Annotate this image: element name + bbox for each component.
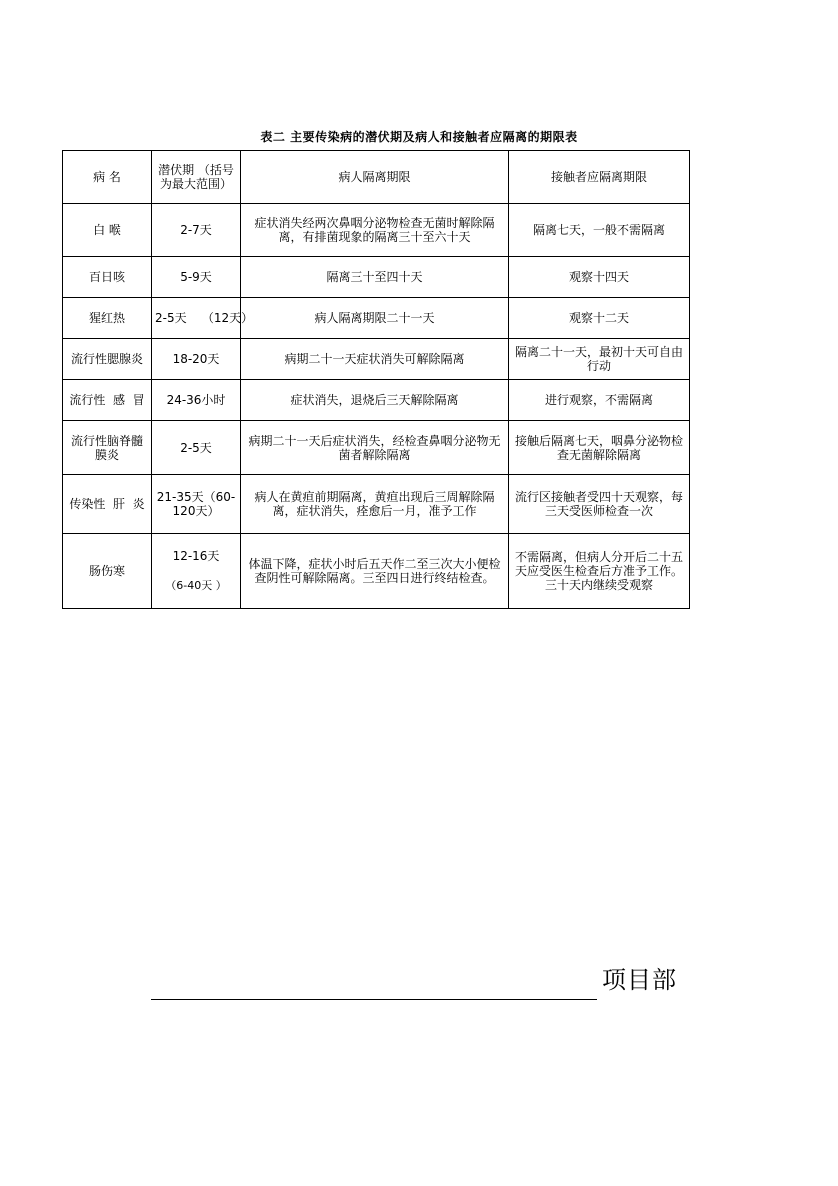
contact-isolation: 隔离七天，一般不需隔离 — [509, 204, 690, 257]
table-title: 表二 主要传染病的潜伏期及病人和接触者应隔离的期限表 — [260, 130, 578, 144]
contact-isolation: 观察十四天 — [509, 257, 690, 298]
header-patient: 病人隔离期限 — [241, 151, 509, 204]
table-row — [63, 534, 690, 609]
patient-isolation: 病人隔离期限二十一天 — [241, 298, 509, 339]
incubation-period: 21-35天（60-120天） — [152, 475, 241, 534]
incubation-period: 24-36小时 — [152, 380, 241, 421]
patient-isolation: 病期二十一天后症状消失，经检查鼻咽分泌物无菌者解除隔离 — [241, 421, 509, 475]
incubation-period-cell — [152, 534, 241, 609]
disease-name: 流行性 感 冒 — [63, 380, 152, 421]
incubation-period: 2-5天 （12天） — [152, 298, 241, 339]
disease-name: 流行性脑脊髓膜炎 — [63, 421, 152, 475]
incubation-period: 12-16天 — [172, 549, 220, 563]
header-contact: 接触者应隔离期限 — [509, 151, 690, 204]
disease-name: 流行性腮腺炎 — [63, 339, 152, 380]
contact-isolation: 隔离二十一天，最初十天可自由行动 — [509, 339, 690, 380]
table-row — [63, 204, 690, 257]
table-row — [63, 298, 690, 339]
header-period: 潜伏期 （括号为最大范围） — [152, 151, 241, 204]
contact-isolation: 不需隔离，但病人分开后二十五天应受医生检查后方准予工作。三十天内继续受观察 — [509, 534, 690, 609]
disease-name: 肠伤寒 — [63, 534, 152, 609]
disease-name: 猩红热 — [63, 298, 152, 339]
incubation-period: 2-7天 — [152, 204, 241, 257]
incubation-period: 18-20天 — [152, 339, 241, 380]
header-name: 病 名 — [63, 151, 152, 204]
quarantine-table — [62, 150, 690, 609]
disease-name: 白 喉 — [63, 204, 152, 257]
signature-line — [151, 999, 597, 1000]
table-row — [63, 257, 690, 298]
contact-isolation: 进行观察，不需隔离 — [509, 380, 690, 421]
patient-isolation: 症状消失经两次鼻咽分泌物检查无菌时解除隔离，有排菌现象的隔离三十至六十天 — [241, 204, 509, 257]
patient-isolation: 隔离三十至四十天 — [241, 257, 509, 298]
incubation-period-max: （6-40天 ） — [165, 579, 227, 592]
disease-name: 百日咳 — [63, 257, 152, 298]
incubation-period: 5-9天 — [152, 257, 241, 298]
project-department-label: 项目部 — [602, 966, 677, 994]
disease-name: 传染性 肝 炎 — [63, 475, 152, 534]
incubation-period: 2-5天 — [152, 421, 241, 475]
table-row — [63, 380, 690, 421]
patient-isolation: 病人在黄疸前期隔离，黄疸出现后三周解除隔离，症状消失，痊愈后一月，准予工作 — [241, 475, 509, 534]
table-row — [63, 339, 690, 380]
patient-isolation: 体温下降，症状小时后五天作二至三次大小便检查阴性可解除隔离。三至四日进行终结检查。 — [241, 534, 509, 609]
patient-isolation: 症状消失，退烧后三天解除隔离 — [241, 380, 509, 421]
table-row — [63, 475, 690, 534]
contact-isolation: 观察十二天 — [509, 298, 690, 339]
contact-isolation: 接触后隔离七天，咽鼻分泌物检查无菌解除隔离 — [509, 421, 690, 475]
header-row — [63, 151, 690, 204]
contact-isolation: 流行区接触者受四十天观察，每三天受医师检查一次 — [509, 475, 690, 534]
table-row — [63, 421, 690, 475]
patient-isolation: 病期二十一天症状消失可解除隔离 — [241, 339, 509, 380]
